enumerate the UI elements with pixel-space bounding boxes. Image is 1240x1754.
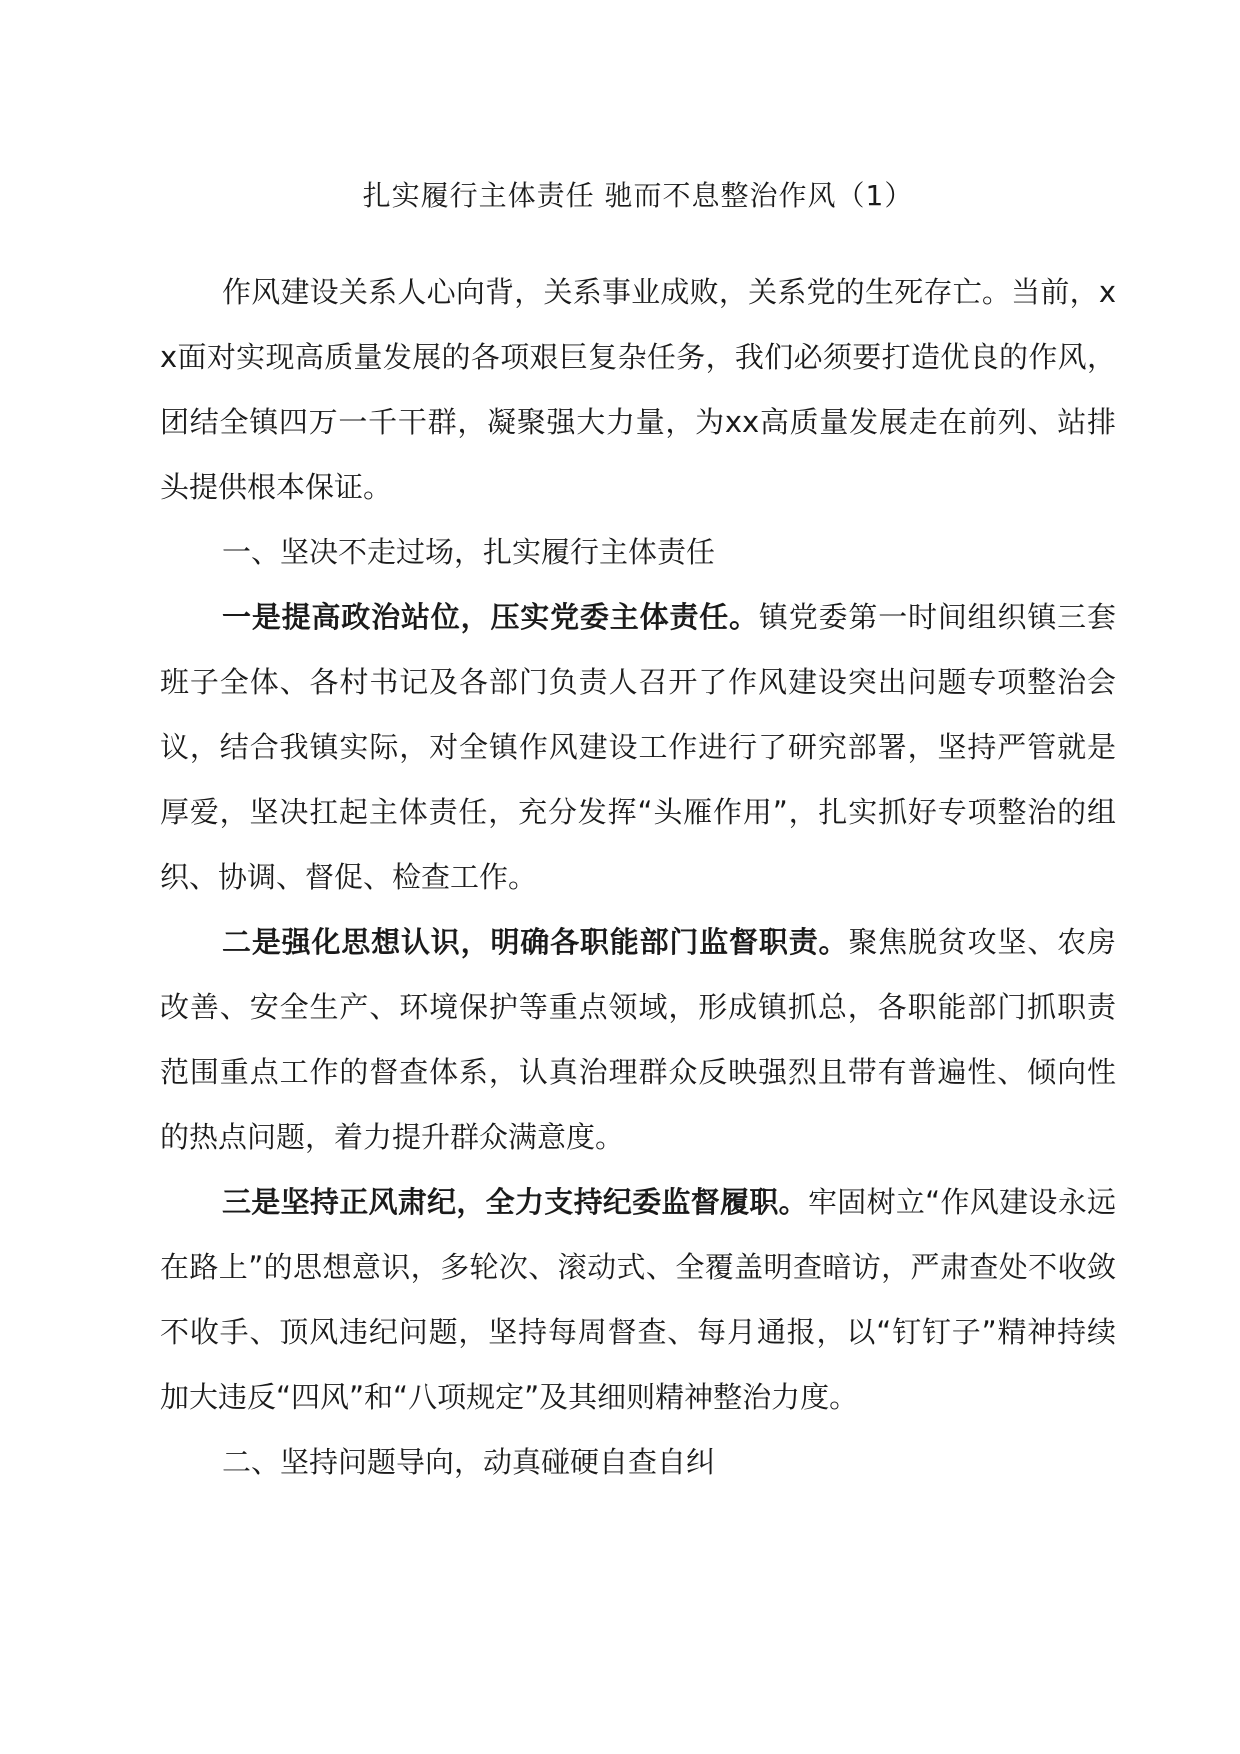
point-3-paragraph — [160, 1170, 1116, 1430]
point-2-lead: 二是强化思想认识，明确各职能部门监督职责。 — [222, 925, 849, 959]
point-2-paragraph — [160, 910, 1116, 1170]
point-1-body: 镇党委第一时间组织镇三套班子全体、各村书记及各部门负责人召开了作风建设突出问题专项整治会议，结合我镇实际，对全镇作风建设工作进行了研究部署，坚持严管就是厚爱，坚决扛起主体责任，充分发挥“头雁作用”，扎实抓好专项整治的组织、协调、督促、检查工作。 — [160, 600, 1116, 894]
section-1-heading: 一、坚决不走过场，扎实履行主体责任 — [222, 535, 716, 569]
intro-paragraph: 作风建设关系人心向背，关系事业成败，关系党的生死存亡。当前，xx面对实现高质量发展的各项艰巨复杂任务，我们必须要打造优良的作风，团结全镇四万一千干群，凝聚强大力量，为xx高质量发展走在前列、站排头提供根本保证。 — [160, 275, 1116, 504]
point-3-body: 牢固树立“作风建设永远在路上”的思想意识，多轮次、滚动式、全覆盖明查暗访，严肃查处不收敛不收手、顶风违纪问题，坚持每周督查、每月通报，以“钉钉子”精神持续加大违反“四风”和“八项规定”及其细则精神整治力度。 — [160, 1185, 1116, 1414]
document-title: 扎实履行主体责任 驰而不息整治作风（1） — [362, 179, 914, 212]
section-2-heading: 二、坚持问题导向，动真碰硬自查自纠 — [222, 1445, 716, 1479]
point-2-body: 聚焦脱贫攻坚、农房改善、安全生产、环境保护等重点领域，形成镇抓总，各职能部门抓职责范围重点工作的督查体系，认真治理群众反映强烈且带有普遍性、倾向性的热点问题，着力提升群众满意度。 — [160, 925, 1116, 1154]
point-3-lead: 三是坚持正风肃纪，全力支持纪委监督履职。 — [222, 1185, 808, 1219]
point-1-paragraph — [160, 585, 1116, 910]
point-1-lead: 一是提高政治站位，压实党委主体责任。 — [222, 600, 759, 634]
document-body — [160, 176, 1116, 1495]
